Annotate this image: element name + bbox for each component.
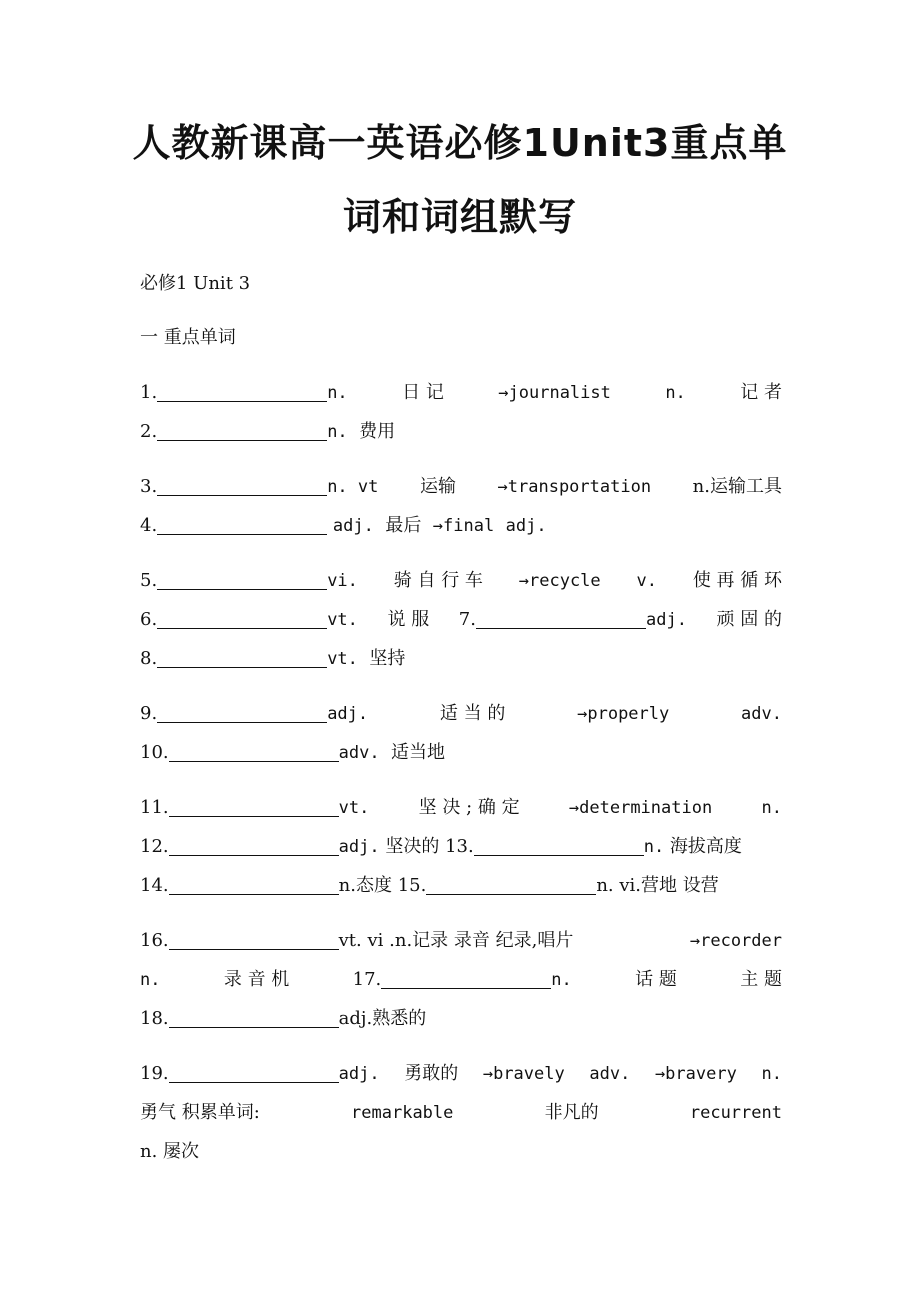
list-item: 4. adj. 最后 →final adj. bbox=[140, 515, 547, 536]
page-title-line2: 词和词组默写 bbox=[342, 195, 577, 239]
answer-blank[interactable] bbox=[381, 970, 551, 989]
answer-blank[interactable] bbox=[169, 1064, 339, 1083]
answer-blank[interactable] bbox=[169, 798, 339, 817]
list-item: 1. n. 日 记 →journalist n. 记 者 bbox=[140, 382, 782, 403]
subtitle: 必修1 Unit 3 bbox=[140, 273, 251, 294]
answer-blank[interactable] bbox=[169, 837, 339, 856]
answer-blank[interactable] bbox=[157, 516, 327, 535]
list-item: 12. adj. 坚决的 13. n. 海拔高度 bbox=[140, 836, 742, 857]
section-heading: 一 重点单词 bbox=[140, 327, 236, 348]
list-item: 2. n. 费用 bbox=[140, 421, 396, 442]
answer-blank[interactable] bbox=[157, 477, 327, 496]
list-item: 14. n.态度 15. n. vi.营地 设营 bbox=[140, 875, 719, 896]
answer-blank[interactable] bbox=[169, 931, 339, 950]
list-item: 9. adj. 适 当 的 →properly adv. bbox=[140, 703, 782, 724]
list-item: 8. vt. 坚持 bbox=[140, 648, 406, 669]
list-item: 11. vt. 坚 决 ; 确 定 →determination n. bbox=[140, 797, 782, 818]
answer-blank[interactable] bbox=[157, 610, 327, 629]
answer-blank[interactable] bbox=[157, 383, 327, 402]
list-item: 6. vt. 说 服 7. adj. 顽 固 的 bbox=[140, 609, 782, 630]
answer-blank[interactable] bbox=[157, 422, 327, 441]
list-item: 18. adj.熟悉的 bbox=[140, 1008, 427, 1029]
answer-blank[interactable] bbox=[157, 649, 327, 668]
answer-blank[interactable] bbox=[169, 876, 339, 895]
list-item: 5. vi. 骑 自 行 车 →recycle v. 使 再 循 环 bbox=[140, 570, 782, 591]
list-item: 16. vt. vi .n.记录 录音 纪录,唱片 →recorder bbox=[140, 930, 782, 951]
list-item: 勇气 积累单词: remarkable 非凡的 recurrent bbox=[140, 1102, 782, 1123]
list-item: 10. adv. 适当地 bbox=[140, 742, 446, 763]
answer-blank[interactable] bbox=[157, 571, 327, 590]
page-title: 人教新课高一英语必修1Unit3重点单 bbox=[132, 121, 788, 165]
answer-blank[interactable] bbox=[169, 743, 339, 762]
list-item: 19. adj. 勇敢的 →bravely adv. →bravery n. bbox=[140, 1063, 782, 1084]
answer-blank[interactable] bbox=[426, 876, 596, 895]
list-item: 3. n. vt 运输 →transportation n.运输工具 bbox=[140, 476, 782, 497]
list-item: n. 屡次 bbox=[140, 1141, 200, 1162]
answer-blank[interactable] bbox=[157, 704, 327, 723]
answer-blank[interactable] bbox=[476, 610, 646, 629]
answer-blank[interactable] bbox=[169, 1009, 339, 1028]
answer-blank[interactable] bbox=[474, 837, 644, 856]
list-item: n. 录 音 机 17. n. 话 题 主 题 bbox=[140, 969, 782, 990]
